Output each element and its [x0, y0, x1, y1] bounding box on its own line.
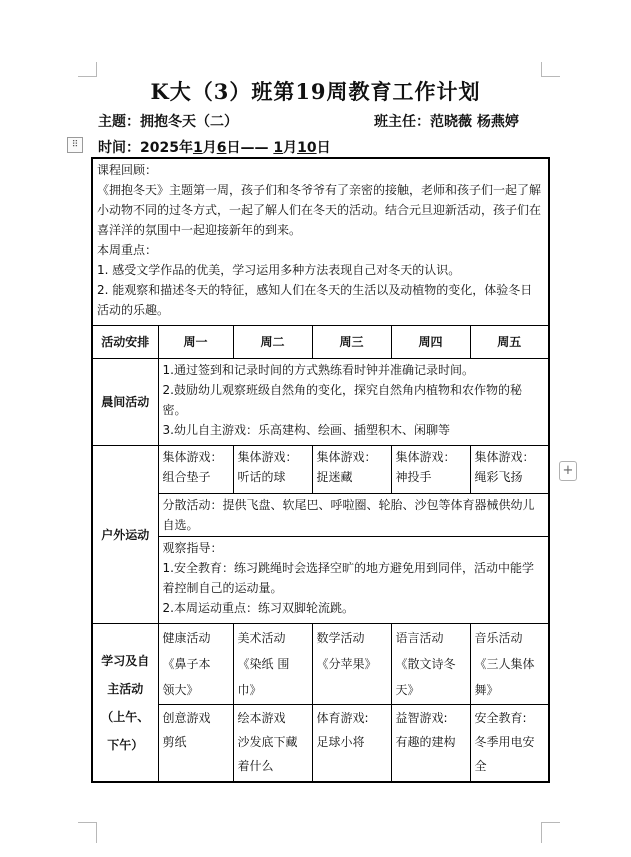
start-day: 6 — [216, 140, 227, 156]
time-label: 时间： — [98, 140, 140, 156]
month-char: 月 — [202, 140, 217, 156]
pm-type: 益智游戏: — [395, 711, 448, 725]
teacher-names: 范晓薇 杨燕婷 — [430, 114, 519, 130]
learning-label-line-1: 学习及自 — [101, 653, 150, 668]
pm-type: 绘本游戏 — [237, 711, 286, 725]
pm-title: 足球小将 — [316, 735, 365, 749]
plan-table-wrapper — [91, 157, 548, 783]
teacher-label: 班主任： — [374, 114, 430, 130]
guidance-item-2: 2.本周运动重点：练习双脚轮流跳。 — [162, 601, 354, 615]
focus-item-2: 2. 能观察和描述冬天的特征，感知人们在冬天的生活以及动植物的变化，体验冬日活动的乐趣。 — [97, 283, 533, 317]
pm-type: 体育游戏: — [316, 711, 369, 725]
plan-table — [91, 157, 550, 783]
start-month: 1 — [192, 140, 203, 156]
pm-activity-thu[interactable] — [391, 705, 470, 783]
guidance-heading: 观察指导： — [162, 541, 223, 555]
game-name: 组合垫子 — [162, 470, 211, 484]
pm-activity-tue[interactable] — [233, 705, 312, 783]
learning-label — [92, 624, 158, 783]
review-row — [92, 158, 549, 326]
end-month: 1 — [273, 140, 284, 156]
am-type: 美术活动 — [237, 631, 286, 645]
add-column-plus-icon[interactable]: + — [559, 461, 577, 481]
header-wed: 周三 — [312, 326, 391, 359]
crop-mark-top-right — [541, 62, 560, 77]
theme-value: 拥抱冬天（二） — [140, 114, 238, 130]
am-title-cont: 舞》 — [474, 683, 499, 697]
outdoor-label: 户外运动 — [92, 446, 158, 624]
pm-type: 创意游戏 — [162, 711, 211, 725]
learning-pm-row — [92, 705, 549, 783]
pm-title: 剪纸 — [162, 735, 187, 749]
pm-activity-mon[interactable] — [158, 705, 233, 783]
am-activity-wed[interactable] — [312, 624, 391, 705]
game-name: 捉迷藏 — [316, 470, 353, 484]
review-text: 《拥抱冬天》主题第一周，孩子们和冬爷爷有了亲密的接触，老师和孩子们一起了解小动物不同的过冬方式，一起了解人们在冬天的活动。结合元旦迎新活动，孩子们在喜洋洋的氛围中一起迎接新年的到来。 — [97, 183, 542, 237]
theme-label: 主题： — [98, 114, 140, 130]
outdoor-game-tue[interactable] — [233, 446, 312, 494]
outdoor-guidance-row — [92, 537, 549, 624]
game-label: 集体游戏： — [474, 450, 535, 464]
am-title: 《散文诗冬 — [395, 657, 456, 671]
header-activity: 活动安排 — [92, 326, 158, 359]
learning-label-line-3: （上午、 — [101, 709, 150, 724]
am-title: 《三人集体 — [474, 657, 535, 671]
review-heading: 课程回顾： — [97, 163, 158, 177]
header-tue: 周二 — [233, 326, 312, 359]
am-type: 数学活动 — [316, 631, 365, 645]
pm-activity-wed[interactable] — [312, 705, 391, 783]
outdoor-game-wed[interactable] — [312, 446, 391, 494]
morning-item-2: 2.鼓励幼儿观察班级自然角的变化，探究自然角内植物和农作物的秘密。 — [162, 383, 522, 417]
game-label: 集体游戏： — [162, 450, 223, 464]
teacher-line — [374, 111, 519, 131]
am-type: 语言活动 — [395, 631, 444, 645]
am-title-cont: 巾》 — [237, 683, 262, 697]
outdoor-guidance[interactable] — [158, 537, 549, 624]
morning-row — [92, 359, 549, 446]
am-title: 《染纸 围 — [237, 657, 290, 671]
game-name: 神投手 — [395, 470, 432, 484]
learning-am-row — [92, 624, 549, 705]
header-thu: 周四 — [391, 326, 470, 359]
crop-mark-bottom-left — [78, 822, 97, 843]
pm-type: 安全教育: — [474, 711, 527, 725]
pm-title-cont: 着什么 — [237, 759, 274, 773]
am-activity-tue[interactable] — [233, 624, 312, 705]
schedule-header-row — [92, 326, 549, 359]
am-activity-thu[interactable] — [391, 624, 470, 705]
theme-line — [98, 111, 238, 131]
am-title: 《分苹果》 — [316, 657, 377, 671]
am-activity-fri[interactable] — [470, 624, 549, 705]
learning-label-line-2: 主活动 — [107, 681, 144, 696]
am-activity-mon[interactable] — [158, 624, 233, 705]
game-label: 集体游戏： — [316, 450, 377, 464]
am-title: 《鼻子本 — [162, 657, 211, 671]
guidance-item-1: 1.安全教育：练习跳绳时会选择空旷的地方避免用到同伴，活动中能学着控制自己的运动量。 — [162, 561, 534, 595]
outdoor-scattered-row — [92, 494, 549, 537]
game-name: 听话的球 — [237, 470, 286, 484]
header-fri: 周五 — [470, 326, 549, 359]
document-title: K大（3）班第19周教育工作计划 — [150, 79, 481, 104]
crop-mark-bottom-right — [541, 822, 560, 843]
outdoor-games-row — [92, 446, 549, 494]
am-type: 健康活动 — [162, 631, 211, 645]
morning-label: 晨间活动 — [92, 359, 158, 446]
table-move-handle-icon[interactable]: ⠿ — [67, 137, 83, 153]
am-title-cont: 天》 — [395, 683, 420, 697]
pm-title-cont: 全 — [474, 759, 487, 773]
outdoor-scattered[interactable]: 分散活动：提供飞盘、软尾巴、呼啦圈、轮胎、沙包等体育器械供幼儿自选。 — [158, 494, 549, 537]
review-cell[interactable] — [92, 158, 549, 326]
end-day: 10 — [297, 140, 317, 156]
morning-item-1: 1.通过签到和记录时间的方式熟练看时钟并准确记录时间。 — [162, 363, 474, 377]
pm-title: 冬季用电安 — [474, 735, 535, 749]
game-name: 绳彩飞扬 — [474, 470, 523, 484]
date-dash: —— — [240, 140, 269, 156]
year: 2025年 — [140, 140, 193, 156]
am-title-cont: 领大》 — [162, 683, 199, 697]
am-type: 音乐活动 — [474, 631, 523, 645]
day-char-2: 日 — [316, 140, 331, 156]
focus-heading: 本周重点： — [97, 243, 158, 257]
pm-title: 有趣的建构 — [395, 735, 456, 749]
game-label: 集体游戏： — [395, 450, 456, 464]
game-label: 集体游戏： — [237, 450, 298, 464]
morning-item-3: 3.幼儿自主游戏：乐高建构、绘画、插塑积木、闲聊等 — [162, 423, 450, 437]
focus-item-1: 1. 感受文学作品的优美，学习运用多种方法表现自己对冬天的认识。 — [97, 263, 461, 277]
morning-content[interactable] — [158, 359, 549, 446]
outdoor-game-thu[interactable] — [391, 446, 470, 494]
outdoor-game-fri[interactable] — [470, 446, 549, 494]
day-char: 日 — [226, 140, 241, 156]
outdoor-game-mon[interactable] — [158, 446, 233, 494]
header-mon: 周一 — [158, 326, 233, 359]
pm-activity-fri[interactable] — [470, 705, 549, 783]
month-char-2: 月 — [283, 140, 298, 156]
pm-title: 沙发底下藏 — [237, 735, 298, 749]
time-line — [98, 137, 331, 157]
learning-label-line-4: 下午） — [107, 737, 144, 752]
crop-mark-top-left — [78, 62, 97, 77]
